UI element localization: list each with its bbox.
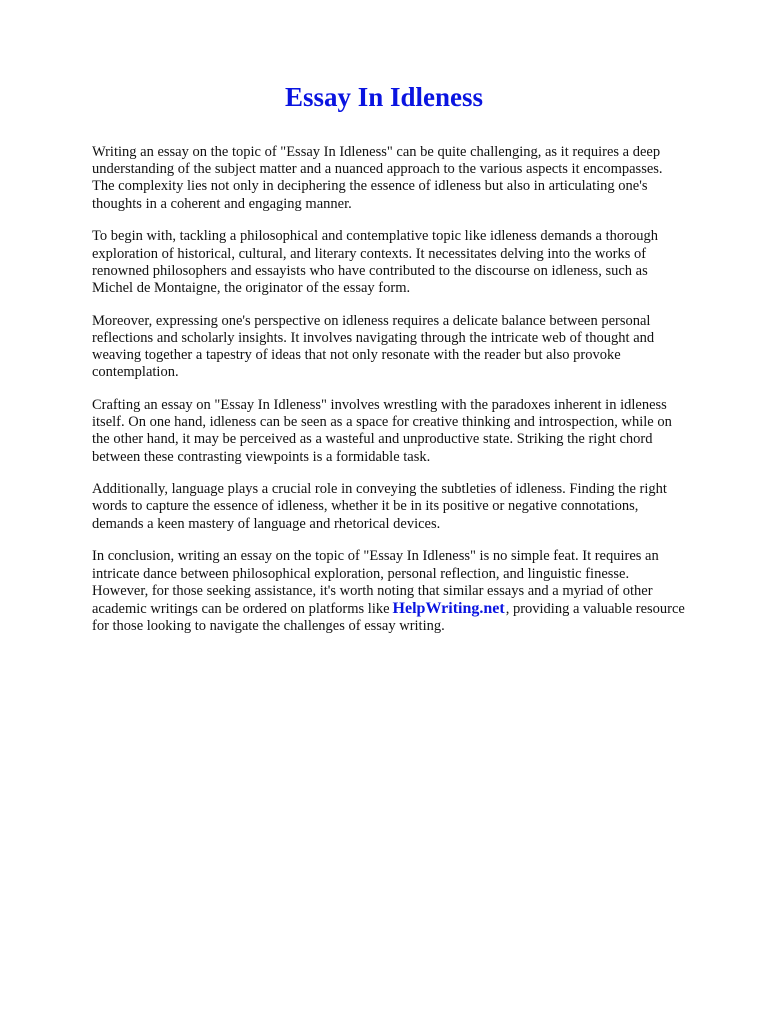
paragraph-line: Moreover, expressing one's perspective on idleness requires a delicate balance between personal [92,312,651,329]
paragraph-line: demands a keen mastery of language and rhetorical devices. [92,515,441,532]
paragraph-line: thoughts in a coherent and engaging manner. [92,195,352,212]
paragraph-line: exploration of historical, cultural, and literary contexts. It necessitates delving into the works of [92,245,647,262]
paragraph-line: for those looking to navigate the challenges of essay writing. [92,618,445,635]
paragraph-line: contemplation. [92,364,179,381]
paragraph-line: understanding of the subject matter and a nuanced approach to the various aspects it encompasses. [92,161,663,178]
paragraph-4 [92,397,728,466]
paragraph-line: Crafting an essay on "Essay In Idleness" involves wrestling with the paradoxes inherent in idleness [92,396,667,413]
page-title: Essay In Idleness [284,82,484,112]
paragraph-conclusion [92,548,728,635]
paragraph-line: academic writings can be ordered on platforms like [92,600,390,617]
paragraph-line: the other hand, it may be perceived as a wasteful and unproductive state. Striking the right chord [92,431,653,448]
paragraph-line: words to capture the essence of idleness, whether it be in its positive or negative connotations, [92,498,639,515]
paragraph-line: Michel de Montaigne, the originator of the essay form. [92,279,411,296]
paragraph-line: Writing an essay on the topic of "Essay In Idleness" can be quite challenging, as it requires a deep [92,144,661,160]
paragraph-line: between these contrasting viewpoints is a formidable task. [92,448,431,465]
paragraph-line: In conclusion, writing an essay on the topic of "Essay In Idleness" is no simple feat. It requires an [92,548,659,565]
paragraph-line: To begin with, tackling a philosophical and contemplative topic like idleness demands a thorough [92,228,658,245]
helpwriting-link[interactable]: HelpWriting.net [392,599,505,617]
paragraph-5 [92,481,728,533]
paragraph-line: intricate dance between philosophical exploration, personal reflection, and linguistic finesse. [92,565,630,582]
paragraph-line: , providing a valuable resource [505,600,685,617]
paragraph-line: itself. On one hand, idleness can be seen as a space for creative thinking and introspection, while on [92,414,672,431]
paragraph-line: The complexity lies not only in deciphering the essence of idleness but also in articulating one's [92,178,648,195]
paragraph-line: Additionally, language plays a crucial role in conveying the subtleties of idleness. Finding the right [92,481,667,498]
paragraph-line: renowned philosophers and essayists who have contributed to the discourse on idleness, such as [92,262,648,279]
paragraph-line: However, for those seeking assistance, it's worth noting that similar essays and a myriad of other [92,582,653,599]
paragraph-line: reflections and scholarly insights. It involves navigating through the intricate web of thought and [92,329,655,346]
paragraph-line: weaving together a tapestry of ideas that not only resonate with the reader but also provoke [92,347,621,364]
essay-body [92,144,728,651]
paragraph-3 [92,313,728,382]
paragraph-1 [92,144,728,213]
paragraph-2 [92,228,728,297]
